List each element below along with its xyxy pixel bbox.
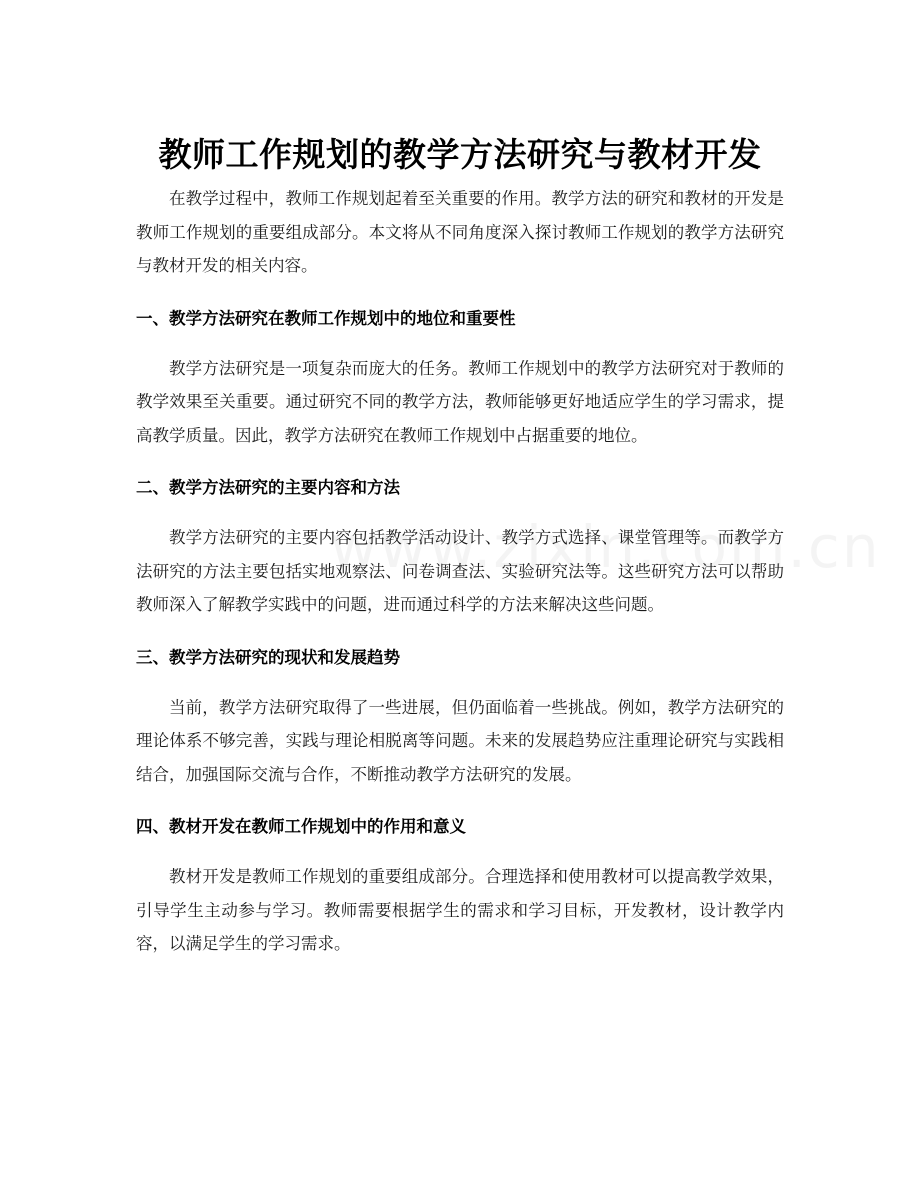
intro-paragraph: 在教学过程中，教师工作规划起着至关重要的作用。教学方法的研究和教材的开发是教师工作规划的重要组成部分。本文将从不同角度深入探讨教师工作规划的教学方法研究与教材开发的相关内容。 xyxy=(136,189,784,275)
section-paragraph-1: 教学方法研究是一项复杂而庞大的任务。教师工作规划中的教学方法研究对于教师的教学效果至关重要。通过研究不同的教学方法，教师能够更好地适应学生的学习需求，提高教学质量。因此，教学方法研究在教师工作规划中占据重要的地位。 xyxy=(136,358,784,445)
section-heading-3: 三、教学方法研究的现状和发展趋势 xyxy=(136,647,400,667)
section-paragraph-3: 当前，教学方法研究取得了一些进展，但仍面临着一些挑战。例如，教学方法研究的理论体系不够完善，实践与理论相脱离等问题。未来的发展趋势应注重理论研究与实践相结合，加强国际交流与合作，不断推动教学方法研究的发展。 xyxy=(136,697,784,784)
section-heading-1: 一、教学方法研究在教师工作规划中的地位和重要性 xyxy=(136,308,516,328)
page-title: 教师工作规划的教学方法研究与教材开发 xyxy=(158,135,762,175)
document-body xyxy=(136,182,784,961)
section-paragraph-4: 教材开发是教师工作规划的重要组成部分。合理选择和使用教材可以提高教学效果，引导学生主动参与学习。教师需要根据学生的需求和学习目标，开发教材，设计教学内容，以满足学生的学习需求。 xyxy=(136,867,784,953)
section-paragraph-2: 教学方法研究的主要内容包括教学活动设计、教学方式选择、课堂管理等。而教学方法研究的方法主要包括实地观察法、问卷调查法、实验研究法等。这些研究方法可以帮助教师深入了解教学实践中的问题，进而通过科学的方法来解决这些问题。 xyxy=(136,528,784,614)
section-heading-2: 二、教学方法研究的主要内容和方法 xyxy=(136,478,400,497)
section-heading-4: 四、教材开发在教师工作规划中的作用和意义 xyxy=(136,817,466,836)
